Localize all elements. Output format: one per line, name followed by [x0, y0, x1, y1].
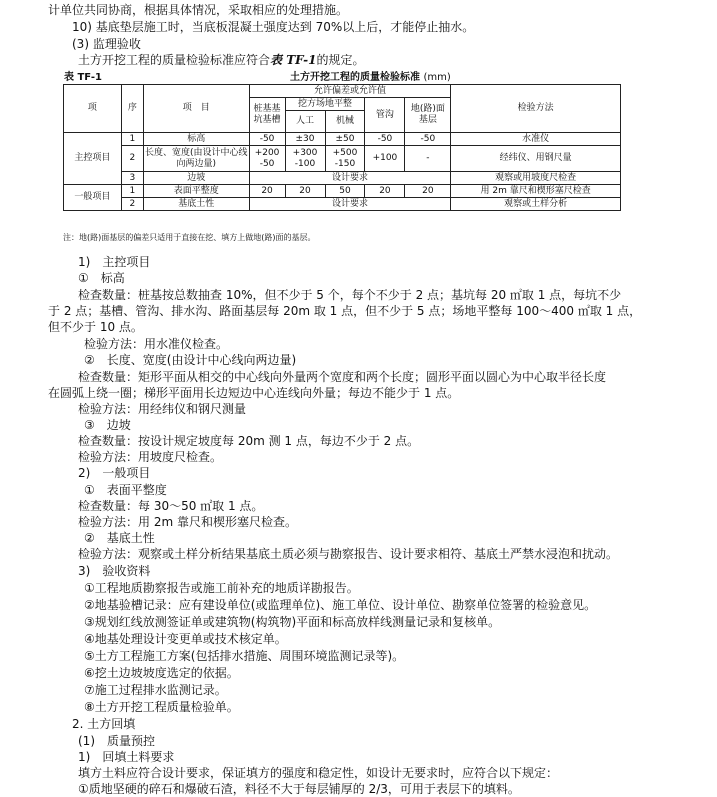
cell-span: 设计要求 — [249, 198, 451, 211]
cell-seq: 2 — [121, 198, 143, 211]
table-title-unit: (mm) — [423, 72, 451, 83]
cell-pipe: -50 — [365, 133, 405, 146]
body-line: 填方土料应符合设计要求，保证填方的强度和稳定性，如设计无要求时，应符合以下规定： — [78, 766, 559, 780]
cell-manual: ±30 — [285, 133, 325, 146]
intro-line-0: 计单位共同协商，根据具体情况，采取相应的处理措施。 — [48, 3, 349, 17]
body-line: ④地基处理设计变更单或技术核定单。 — [84, 632, 287, 646]
cell-road: - — [405, 146, 451, 172]
body-line: 在圆弧上绕一圈；梯形平面用长边短边中心连线向外量；每边不能少于 1 点。 — [48, 386, 460, 400]
cell-method: 观察或土样分析 — [451, 198, 621, 211]
body-line: 检验方法：用 2m 靠尺和楔形塞尺检查。 — [78, 515, 297, 529]
body-line: 检查数量：桩基按总数抽查 10%，但不少于 5 个，每个不少于 2 点；基坑每 20 ㎡取 1 点，每坑不少 — [78, 288, 622, 302]
table-row — [64, 198, 621, 211]
body-line: ③规划红线放测签证单或建筑物(构筑物)平面和标高放样线测量记录和复核单。 — [84, 615, 501, 629]
header-road: 地(路)面基层 — [405, 98, 451, 133]
body-line: 检查数量：每 30～50 ㎡取 1 点。 — [78, 499, 264, 513]
intro-line-1: 10) 基底垫层施工时，当底板混凝土强度达到 70%以上后，才能停止抽水。 — [72, 20, 475, 34]
cell-seq: 1 — [121, 133, 143, 146]
table-caption: 表 TF-1 — [64, 72, 102, 83]
body-line: ⑦施工过程排水监测记录。 — [84, 683, 227, 697]
cell-pipe: 20 — [365, 185, 405, 198]
body-line: 检验方法：用经纬仪和钢尺测量 — [78, 402, 247, 416]
header-project: 项 目 — [143, 85, 249, 133]
cell-manual: 20 — [285, 185, 325, 198]
table-row — [64, 185, 621, 198]
intro-line-2: (3) 监理验收 — [72, 37, 141, 51]
table-header-row — [64, 85, 621, 98]
cell-method: 经纬仪、用钢尺量 — [451, 146, 621, 172]
body-line: ⑥挖土边坡坡度选定的依据。 — [84, 666, 239, 680]
body-line: 2. 土方回填 — [72, 717, 136, 731]
body-line: (1) 质量预控 — [78, 734, 155, 748]
body-line: ⑤土方工程施工方案(包括排水措施、周围环境监测记录等)。 — [84, 649, 405, 663]
cell-method: 水准仪 — [451, 133, 621, 146]
table-title-text: 土方开挖工程的质量检验标准 — [290, 72, 420, 83]
body-line: ⑧土方开挖工程质量检验单。 — [84, 700, 239, 714]
body-line: 检验方法：观察或土样分析结果基底土质必须与勘察报告、设计要求相符、基底土严禁水浸泡和扰动。 — [78, 547, 619, 561]
body-line: ①质地坚硬的碎石和爆破石渣，料径不大于每层铺厚的 2/3，可用于表层下的填料。 — [78, 782, 520, 796]
header-machine: 机械 — [325, 111, 365, 133]
cell-name: 长度、宽度(由设计中心线向两边量) — [143, 146, 249, 172]
cell-seq: 1 — [121, 185, 143, 198]
body-line: 3) 验收资料 — [78, 564, 151, 578]
cell-manual: +300 -100 — [285, 146, 325, 172]
body-line: 1) 主控项目 — [78, 255, 151, 269]
cell-name: 标高 — [143, 133, 249, 146]
quality-standard-table — [63, 84, 621, 211]
cell-road: -50 — [405, 133, 451, 146]
body-line: 于 2 点；基槽、管沟、排水沟、路面基层每 20m 取 1 点，但不少于 5 点；场地平整每 100～400 ㎡取 1 点， — [48, 304, 642, 318]
body-line: ②地基验槽记录：应有建设单位(或监理单位)、施工单位、设计单位、勘察单位签署的检验意见。 — [84, 598, 597, 612]
cell-machine: ±50 — [325, 133, 365, 146]
body-line: 检验方法：用水准仪检查。 — [84, 337, 229, 351]
table-row — [64, 133, 621, 146]
cell-method: 观察或用坡度尺检查 — [451, 172, 621, 185]
intro-line-3 — [78, 52, 364, 68]
cell-machine: +500 -150 — [325, 146, 365, 172]
header-method: 检验方法 — [451, 85, 621, 133]
table-row — [64, 146, 621, 172]
header-item: 项 — [64, 85, 122, 133]
header-seq: 序 — [121, 85, 143, 133]
header-tolerance: 允许偏差或允许值 — [249, 85, 451, 98]
intro-line-3-post: 的规定。 — [316, 53, 365, 67]
cell-seq: 3 — [121, 172, 143, 185]
body-line: 2) 一般项目 — [78, 466, 151, 480]
body-line: 检查数量：按设计规定坡度每 20m 测 1 点，每边不少于 2 点。 — [78, 434, 420, 448]
cell-seq: 2 — [121, 146, 143, 172]
header-manual: 人工 — [285, 111, 325, 133]
body-line: 1) 回填土料要求 — [78, 750, 175, 764]
cell-name: 表面平整度 — [143, 185, 249, 198]
cell-pipe: +100 — [365, 146, 405, 172]
cell-name: 边坡 — [143, 172, 249, 185]
intro-line-3-pre: 土方开挖工程的质量检验标准应符合 — [78, 53, 271, 67]
cell-machine: 50 — [325, 185, 365, 198]
body-line: 检验方法：用坡度尺检查。 — [78, 450, 223, 464]
cell-name: 基底土性 — [143, 198, 249, 211]
cell-pile: 20 — [249, 185, 285, 198]
group-general: 一般项目 — [64, 185, 122, 211]
table-reference: 表 TF-1 — [270, 53, 317, 67]
table-note: 注：地(路)面基层的偏差只适用于直接在挖、填方上做地(路)面的基层。 — [63, 233, 316, 242]
body-line: 但不少于 10 点。 — [48, 320, 143, 334]
body-line: ①工程地质勘察报告或施工前补充的地质详勘报告。 — [84, 581, 359, 595]
cell-pile: +200 -50 — [249, 146, 285, 172]
body-line: ① 表面平整度 — [84, 483, 167, 497]
body-line: 检查数量：矩形平面从相交的中心线向外量两个宽度和两个长度；圆形平面以圆心为中心取半径长度 — [78, 370, 607, 384]
body-line: ② 长度、宽度(由设计中心线向两边量) — [84, 353, 297, 367]
table-row — [64, 172, 621, 185]
table-title — [290, 68, 451, 83]
body-line: ① 标高 — [78, 271, 125, 285]
cell-span: 设计要求 — [249, 172, 451, 185]
group-main: 主控项目 — [64, 133, 122, 185]
cell-pile: -50 — [249, 133, 285, 146]
header-pile: 桩基基坑基槽 — [249, 98, 285, 133]
cell-method: 用 2m 靠尺和楔形塞尺检查 — [451, 185, 621, 198]
cell-road: 20 — [405, 185, 451, 198]
body-line: ② 基底土性 — [84, 531, 155, 545]
body-line: ③ 边坡 — [84, 418, 131, 432]
header-site: 挖方场地平整 — [285, 98, 365, 111]
header-pipe: 管沟 — [365, 98, 405, 133]
